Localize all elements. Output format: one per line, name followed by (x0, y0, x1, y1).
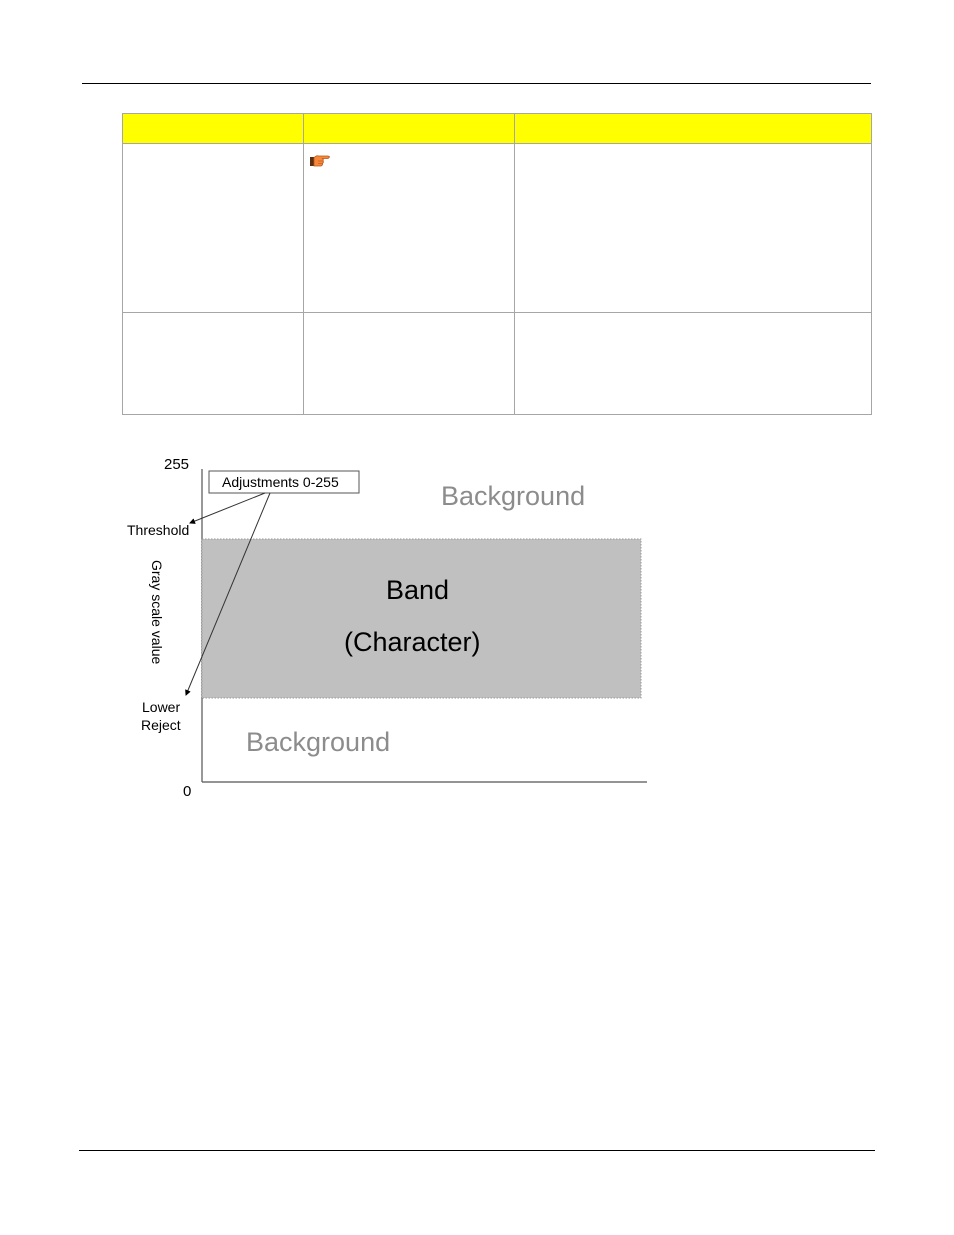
table-cell (304, 313, 515, 415)
lower-reject-label: Reject (141, 717, 181, 733)
band-diagram (120, 450, 660, 810)
y-axis-label: Gray scale value (149, 560, 165, 665)
band-rect (202, 539, 641, 698)
table-row (123, 144, 872, 313)
background-top-label: Background (441, 481, 586, 511)
table-row (123, 313, 872, 415)
band-label: Band (386, 575, 450, 605)
header-cell-3 (515, 114, 872, 144)
threshold-label: Threshold (127, 522, 190, 538)
spec-table (122, 113, 872, 415)
threshold-arrow (190, 493, 265, 523)
header-cell-1 (123, 114, 304, 144)
table-cell (515, 313, 872, 415)
table-cell (515, 144, 872, 313)
table-header-row (123, 114, 872, 144)
background-bottom-label: Background (246, 727, 391, 757)
header-cell-2 (304, 114, 515, 144)
y-max-label: 255 (164, 456, 190, 473)
table-cell-note (304, 144, 515, 313)
footer-rule (79, 1150, 875, 1151)
pointing-hand-icon (309, 152, 333, 168)
adjustments-label: Adjustments 0-255 (222, 474, 339, 490)
table-cell (123, 144, 304, 313)
header-rule (82, 83, 871, 84)
y-min-label: 0 (183, 783, 192, 800)
lower-reject-label: Lower (142, 699, 181, 715)
character-label: (Character) (344, 627, 481, 657)
table-cell (123, 313, 304, 415)
